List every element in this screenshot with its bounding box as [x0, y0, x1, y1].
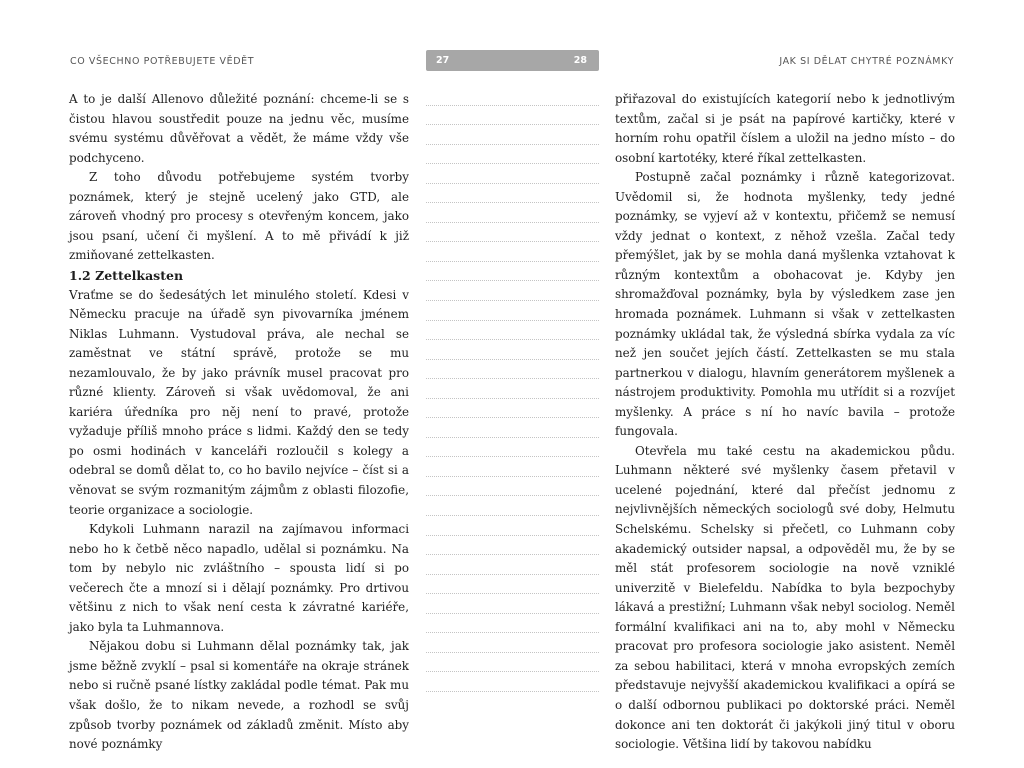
note-line: [426, 594, 599, 614]
left-page-section: [69, 266, 409, 755]
page-number-tab: [426, 50, 599, 71]
note-line: [426, 653, 599, 673]
section-heading: 1.2 Zettelkasten: [69, 268, 184, 283]
paragraph: A to je další Allenovo důležité poznání: chceme-li se s čistou hlavou soustředit pouze na jednu věc, musíme svému systému důvěřovat a vědět, že máme vždy vše podchyceno.: [69, 92, 409, 165]
note-line: [426, 555, 599, 575]
note-line: [426, 86, 599, 106]
note-line: [426, 262, 599, 282]
running-head-right: JAK SI DĚLAT CHYTRÉ POZNÁMKY: [779, 56, 954, 67]
note-line: [426, 301, 599, 321]
note-line: [426, 614, 599, 634]
page-number-right: 28: [573, 55, 587, 66]
note-line: [426, 106, 599, 126]
right-page-text: [615, 90, 955, 755]
note-line: [426, 145, 599, 165]
note-line: [426, 164, 599, 184]
note-line: [426, 379, 599, 399]
note-line: [426, 281, 599, 301]
running-head-left: CO VŠECHNO POTŘEBUJETE VĚDĚT: [70, 56, 255, 67]
page-number-left: 27: [436, 55, 450, 66]
paragraph: Kdykoli Luhmann narazil na zajímavou informaci nebo ho k četbě něco napadlo, udělal si poznámku. Na tom by nebylo nic zvláštního – spousta lidí si po večerech čte a mnozí si i dělají poznámky. Pro drtivou většinu z nich to však není cesta k závratné kariéře, jako byla ta Luhmannova.: [69, 522, 409, 634]
paragraph: Otevřela mu také cestu na akademickou půdu. Luhmann některé své myšlenky časem přetavil v ucelené pojednání, které dal přečíst jednomu z nejvlivnějších německých sociologů své doby, Helmutu Schelskému. Schelsky si přečetl, co Luhmann coby akademický outsider napsal, a odpověděl mu, že by se měl stát profesorem sociologie na nově vzniklé univerzitě v Bielefeldu. Nabídka to byla bezpochyby lákavá a prestižní; Luhmann však nebyl sociolog. Neměl formální kvalifikaci ani na to, aby mohl v Německu pracovat pro profesora sociologie jako asistent. Neměl za sebou habilitaci, která v mnoha evropských zemích představuje nejvyšší akademickou kvalifikaci a opírá se o další odbornou publikaci po doktorské práci. Neměl dokonce ani ten doktorát či jakýkoli jiný titul v oboru sociologie. Většina lidí by takovou nabídku: [615, 443, 955, 752]
paragraph: přiřazoval do existujících kategorií nebo k jednotlivým textům, začal si je psát na papírové kartičky, které v horním rohu opatřil číslem a uložil na jedno místo – do osobní kartotéky, které říkal zettelkasten.: [615, 92, 955, 165]
note-line: [426, 321, 599, 341]
note-line: [426, 242, 599, 262]
note-line: [426, 516, 599, 536]
paragraph: Z toho důvodu potřebujeme systém tvorby poznámek, který je stejně ucelený jako GTD, ale zároveň vhodný pro procesy s otevřeným koncem, jako jsou psaní, učení či myšlení. A to mě přivádí k již zmiňované zettelkasten.: [69, 170, 409, 263]
note-line: [426, 184, 599, 204]
note-line: [426, 633, 599, 653]
paragraph: Vraťme se do šedesátých let minulého století. Kdesi v Německu pracuje na úřadě syn pivovarníka jménem Niklas Luhmann. Vystudoval práva, ale nechal se zaměstnat ve státní správě, protože se mu nezamlouvalo, že by jako právník musel pracovat pro různé klienty. Zároveň si však uvědomoval, že ani kariéra úředníka pro něj není to pravé, protože vyžaduje příliš mnoho práce s lidmi. Každý den se tedy po osmi hodinách v kanceláři rozloučil s kolegy a odebral se domů dělat to, co ho bavilo nejvíce – číst si a věnovat se svým rozmanitým zájmům z oblasti filozofie, teorie organizace a sociologie.: [69, 287, 409, 517]
note-line: [426, 340, 599, 360]
note-line: [426, 575, 599, 595]
left-page-intro: [69, 90, 409, 266]
paragraph: Postupně začal poznámky i různě kategorizovat. Uvědomil si, že hodnota myšlenky, tedy jedné poznámky, se vyjeví až v kontextu, přičemž se nemusí vždy jednat o kontext, z něhož vzešla. Začal tedy přemýšlet, jak by se mohla daná myšlenka vztahovat k různým kontextům a obohacovat je. Kdyby jen shromažďoval poznámky, byla by výsledkem zase jen hromada poznámek. Luhmann si však v zettelkasten poznámky ukládal tak, že výsledná sbírka vydala za víc než jen součet jejích částí. Zettelkasten se mu stala partnerkou v dialogu, hlavním generátorem myšlenek a nástrojem produktivity. Pomohla mu utřídit si a rozvíjet myšlenky. A práce s ní ho navíc bavila – protože fungovala.: [615, 170, 955, 439]
note-line: [426, 496, 599, 516]
notes-area: [426, 86, 599, 692]
note-line: [426, 477, 599, 497]
note-line: [426, 672, 599, 692]
note-line: [426, 536, 599, 556]
note-line: [426, 399, 599, 419]
note-line: [426, 223, 599, 243]
note-line: [426, 360, 599, 380]
note-line: [426, 457, 599, 477]
paragraph: Nějakou dobu si Luhmann dělal poznámky tak, jak jsme běžně zvyklí – psal si komentáře na okraje stránek nebo si ručně psané lístky zakládal podle témat. Pak mu však došlo, že to nikam nevede, a rozhodl se svůj způsob tvorby poznámek od základů změnit. Místo aby nové poznámky: [69, 639, 409, 752]
note-line: [426, 125, 599, 145]
note-line: [426, 418, 599, 438]
note-line: [426, 203, 599, 223]
note-line: [426, 438, 599, 458]
